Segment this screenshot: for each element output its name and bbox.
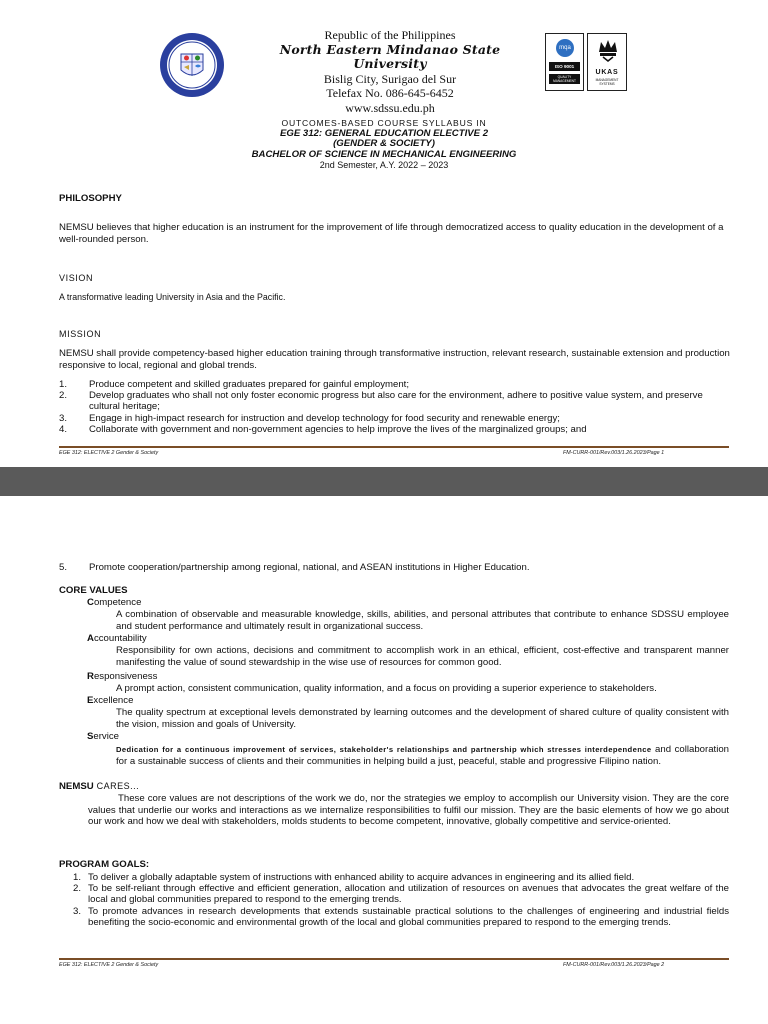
syllabus-title <box>0 118 768 171</box>
core-value-title: Responsiveness <box>87 671 158 682</box>
core-value-description: A prompt action, consistent communication, quality information, and a focus on providing a superior experience to stakeholders. <box>116 683 657 694</box>
crown-icon <box>597 38 619 62</box>
title-line-4: BACHELOR OF SCIENCE IN MECHANICAL ENGINEERING <box>251 148 517 160</box>
mqa-icon: mqa <box>556 39 574 57</box>
iso-certification-badge <box>545 33 584 91</box>
university-seal-logo <box>159 32 225 98</box>
document-page-1: Republic of the Philippines North Eastern Mindanao State University Bislig City, Surigao del Sur Telefax No. 086-645-6452 www.sdssu.edu.ph mqa ISO 9001 QUALITY MANAGEMENT UKAS MANAGEMENT SYSTEMS OUTCOMES-BASED COURSE SYLLABUS IN EGE 312: GENERAL EDUCATION ELECTIVE 2 (GENDER & SOCIETY) BACHELOR OF SCIENCE IN MECHANICAL ENGINEERING 2nd Semester, A.Y. 2022 – 2023 PHILOSOPHY NEMSU believes that higher education is an instrument for the improvement of life through democratized access to quality education in the development of a well-rounded person. VISION A transformative leading University in Asia and the Pacific. MISSION NEMSU shall provide competency-based higher education training through transformative instruction, relevant research, sustainable extension and production responsive to local, regional and global trends. 1. Produce competent and skilled graduates prepared for gainful employment; 2. Develop graduates who shall not only foster economic progress but also care for the environment, adhere to positive value system, and preserve cultural heritage; 3. Engage in high-impact research for instruction and develop technology for food security and renewable energy; 4. Collaborate with government and non-government agencies to help improve the lives of the marginalized groups; and EGE 312: ELECTIVE 2 Gender & Society FM-CURR-001/Rev.003/1.26.2023/Page 1 <box>0 0 768 467</box>
address-line: Bislig City, Surigao del Sur <box>323 71 457 86</box>
website-line: www.sdssu.edu.ph <box>345 100 435 115</box>
university-name: North Eastern Mindanao State University <box>279 41 501 71</box>
footer-right: FM-CURR-001/Rev.003/1.26.2023/Page 2 <box>563 962 665 968</box>
university-header <box>250 28 530 115</box>
ukas-label: UKAS <box>595 69 619 76</box>
core-value-description: The quality spectrum at exceptional levels demonstrated by learning outcomes and the development of shared culture of quality consistent with the vision, mission and goals of University. <box>116 707 729 730</box>
vision-text: A transformative leading University in Asia and the Pacific. <box>59 292 286 302</box>
philosophy-heading: PHILOSOPHY <box>59 193 122 204</box>
philosophy-text: NEMSU believes that higher education is an instrument for the improvement of life through democratized access to quality education in the development of a well-rounded person. <box>59 222 724 245</box>
title-line-1: OUTCOMES-BASED COURSE SYLLABUS IN <box>281 118 487 128</box>
ukas-accreditation-badge <box>587 33 627 91</box>
footer-right: FM-CURR-001/Rev.003/1.26.2023/Page 1 <box>563 450 665 456</box>
footer-divider <box>59 446 729 448</box>
mission-text: NEMSU shall provide competency-based higher education training through transformative instruction, relevant research, sustainable extension and production responsive to local, regional and global trends. <box>59 348 730 371</box>
title-line-5: 2nd Semester, A.Y. 2022 – 2023 <box>319 160 449 170</box>
republic-line: Republic of the Philippines <box>324 28 456 42</box>
vision-heading: VISION <box>59 273 94 283</box>
core-value-title: Competence <box>87 597 142 608</box>
title-line-2: EGE 312: GENERAL EDUCATION ELECTIVE 2 <box>279 127 489 139</box>
footer-divider <box>59 958 729 960</box>
document-page-2: 5. Promote cooperation/partnership among regional, national, and ASEAN institutions in Higher Education. CORE VALUES Competence A combination of observable and measurable knowledge, skills, abilities, and personal attributes that contribute to enhance SDSSU employee and student performance and ultimately result in organizational success. Accountability Responsibility for own actions, decisions and commitment to accomplish work in an ethical, efficient, cost-effective and transparent manner manifesting the value of sound stewardship in the wise use of resources for common good. Responsiveness A prompt action, consistent communication, quality information, and a focus on providing a superior experience to stakeholders. Excellence The quality spectrum at exceptional levels demonstrated by learning outcomes and the development of shared culture of quality consistent with the vision, mission and goals of University. Service Dedication for a continuous improvement of services, stakeholder's relationships and partnership which stresses interdependence and collaboration for a sustainable success of clients and their communities in helping build a just, peaceful, stable and progressive Filipino nation. NEMSU CARES... These core values are not descriptions of the work we do, nor the strategies we employ to accomplish our University vision. They are the core values that underlie our works and interactions as we internalize responsibilities to fulfil our mission. They are the basic elements of how we go about our work and how we deal with stakeholders, molds students to become competent, innovative, globally competitive and service-oriented. PROGRAM GOALS: 1. To deliver a globally adaptable system of instructions with enhanced ability to acquire advances in engineering and its allied field. 2. To be self-reliant through effective and efficient generation, allocation and utilization of resources on avenues that advocates the great welfare of the local and global communities prepared to respond to the emerging trends. 3. To promote advances in research developments that extends sustainable practical solutions to the challenges of engineering and industrial fields benefiting the socio-economic and environmental growth of the local and global communities prepared to respond to the emerging trends. EGE 312: ELECTIVE 2 Gender & Society FM-CURR-001/Rev.003/1.26.2023/Page 2 <box>0 496 768 1024</box>
core-value-title: Excellence <box>87 695 134 706</box>
title-line-3: (GENDER & SOCIETY) <box>333 138 435 149</box>
program-goals-heading: PROGRAM GOALS: <box>59 859 150 870</box>
core-value-title: Accountability <box>87 633 147 644</box>
nemsu-cares-heading: NEMSU CARES... <box>59 781 140 792</box>
ukas-sub-label: MANAGEMENT SYSTEMS <box>595 78 619 86</box>
core-values-heading: CORE VALUES <box>59 585 128 596</box>
mission-heading: MISSION <box>59 329 102 339</box>
nemsu-cares-text: These core values are not descriptions of the work we do, nor the strategies we employ to accomplish our University vision. They are the core values that underlie our works and interactions as we internalize responsibilities to fulfil our mission. They are the basic elements of how we go about our work and how we deal with stakeholders, molds students to become competent, innovative, globally competitive and service-oriented. <box>88 793 729 828</box>
iso-sub-label: QUALITY MANAGEMENT <box>549 74 580 84</box>
core-value-description: A combination of observable and measurable knowledge, skills, abilities, and personal attributes that contribute to enhance SDSSU employee and student performance and ultimately result in organizational success. <box>116 609 729 632</box>
core-value-title: Service <box>87 731 119 742</box>
core-value-description: Dedication for a continuous improvement of services, stakeholder's relationships and partnership which stresses interdependence and collaboration for a sustainable success of clients and their communities in helping build a just, peaceful, stable and progressive Filipino nation. <box>116 744 729 767</box>
footer-left: EGE 312: ELECTIVE 2 Gender & Society <box>59 962 159 968</box>
core-value-description: Responsibility for own actions, decisions and commitment to accomplish work in an ethical, efficient, cost-effective and transparent manner manifesting the value of sound stewardship in the wise use of resources for common good. <box>116 645 729 668</box>
iso-label: ISO 9001 <box>549 62 580 71</box>
telefax-line: Telefax No. 086-645-6452 <box>326 86 454 100</box>
footer-left: EGE 312: ELECTIVE 2 Gender & Society <box>59 450 159 456</box>
